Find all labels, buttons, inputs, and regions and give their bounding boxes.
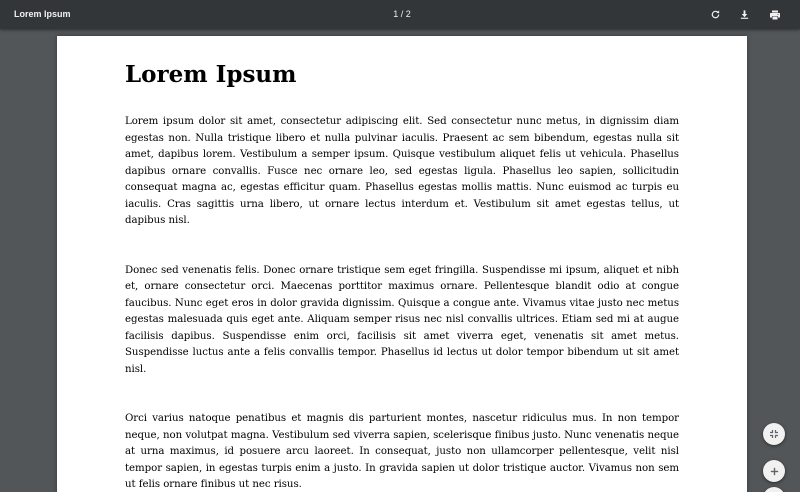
document-title: Lorem Ipsum	[14, 9, 71, 19]
download-icon	[739, 9, 750, 20]
rotate-icon	[710, 9, 721, 20]
print-icon	[769, 9, 781, 21]
pdf-viewer[interactable]	[0, 29, 800, 492]
paragraph: Lorem ipsum dolor sit amet, consectetur adipiscing elit. Sed consectetur nunc metus, in dignissim diam egestas non. Nulla tristique libero et nulla pulvinar iaculis. Praesent ac sem bibendum, egestas nulla sit amet, dapibus lorem. Vestibulum a semper ipsum. Quisque vestibulum aliquet felis ut vehicula. Phasellus dapibus ornare convallis. Fusce nec ornare leo, sed egestas ligula. Phasellus leo sapien, sollicitudin consequat magna ac, egestas efficitur quam. Phasellus egestas mollis mattis. Nunc euismod ac turpis eu iaculis. Cras sagittis urna libero, ut ornare lectus interdum et. Vestibulum sit amet egestas tellus, ut dapibus nisl.	[125, 116, 679, 226]
zoom-in-icon	[769, 466, 780, 477]
pdf-page	[57, 36, 747, 492]
pdf-toolbar	[0, 0, 800, 29]
paragraph: Donec sed venenatis felis. Donec ornare tristique sem eget fringilla. Suspendisse mi ipsum, aliquet et nibh et, ornare consectetur orci. Maecenas porttitor maximus ornare. Pellentesque blandit odio at congue faucibus. Nunc eget eros in dolor gravida dignissim. Quisque a congue ante. Vivamus vitae justo nec metus egestas malesuada quis eget ante. Aliquam semper risus nec nisl convallis ultrices. Etiam sed mi at augue facilisis dapibus. Suspendisse enim orci, facilisis sit amet viverra eget, venenatis sit amet metus. Suspendisse luctus ante a felis convallis tempor. Phasellus id lectus ut dolor tempor bibendum ut sit amet nisl.	[125, 264, 679, 375]
download-button[interactable]	[735, 5, 754, 24]
page-content	[125, 60, 679, 492]
page-indicator[interactable]: 1 / 2	[393, 9, 411, 19]
zoom-in-button[interactable]	[763, 460, 785, 482]
page-heading: Lorem Ipsum	[125, 61, 297, 88]
fit-to-page-button[interactable]	[763, 423, 785, 445]
fit-to-page-icon	[768, 428, 780, 440]
paragraph: Orci varius natoque penatibus et magnis dis parturient montes, nascetur ridiculus mus. In non tempor neque, non volutpat magna. Vestibulum sed viverra sapien, scelerisque finibus justo. Nunc venenatis neque at urna maximus, id posuere arcu laoreet. In consequat, justo non ullamcorper pellentesque, velit nisl tempor sapien, in egestas turpis enim a justo. In gravida sapien ut dolor tristique auctor. Vivamus non sem ut felis ornare finibus ut nec risus.	[125, 413, 679, 490]
print-button[interactable]	[765, 5, 784, 24]
rotate-button[interactable]	[706, 5, 725, 24]
